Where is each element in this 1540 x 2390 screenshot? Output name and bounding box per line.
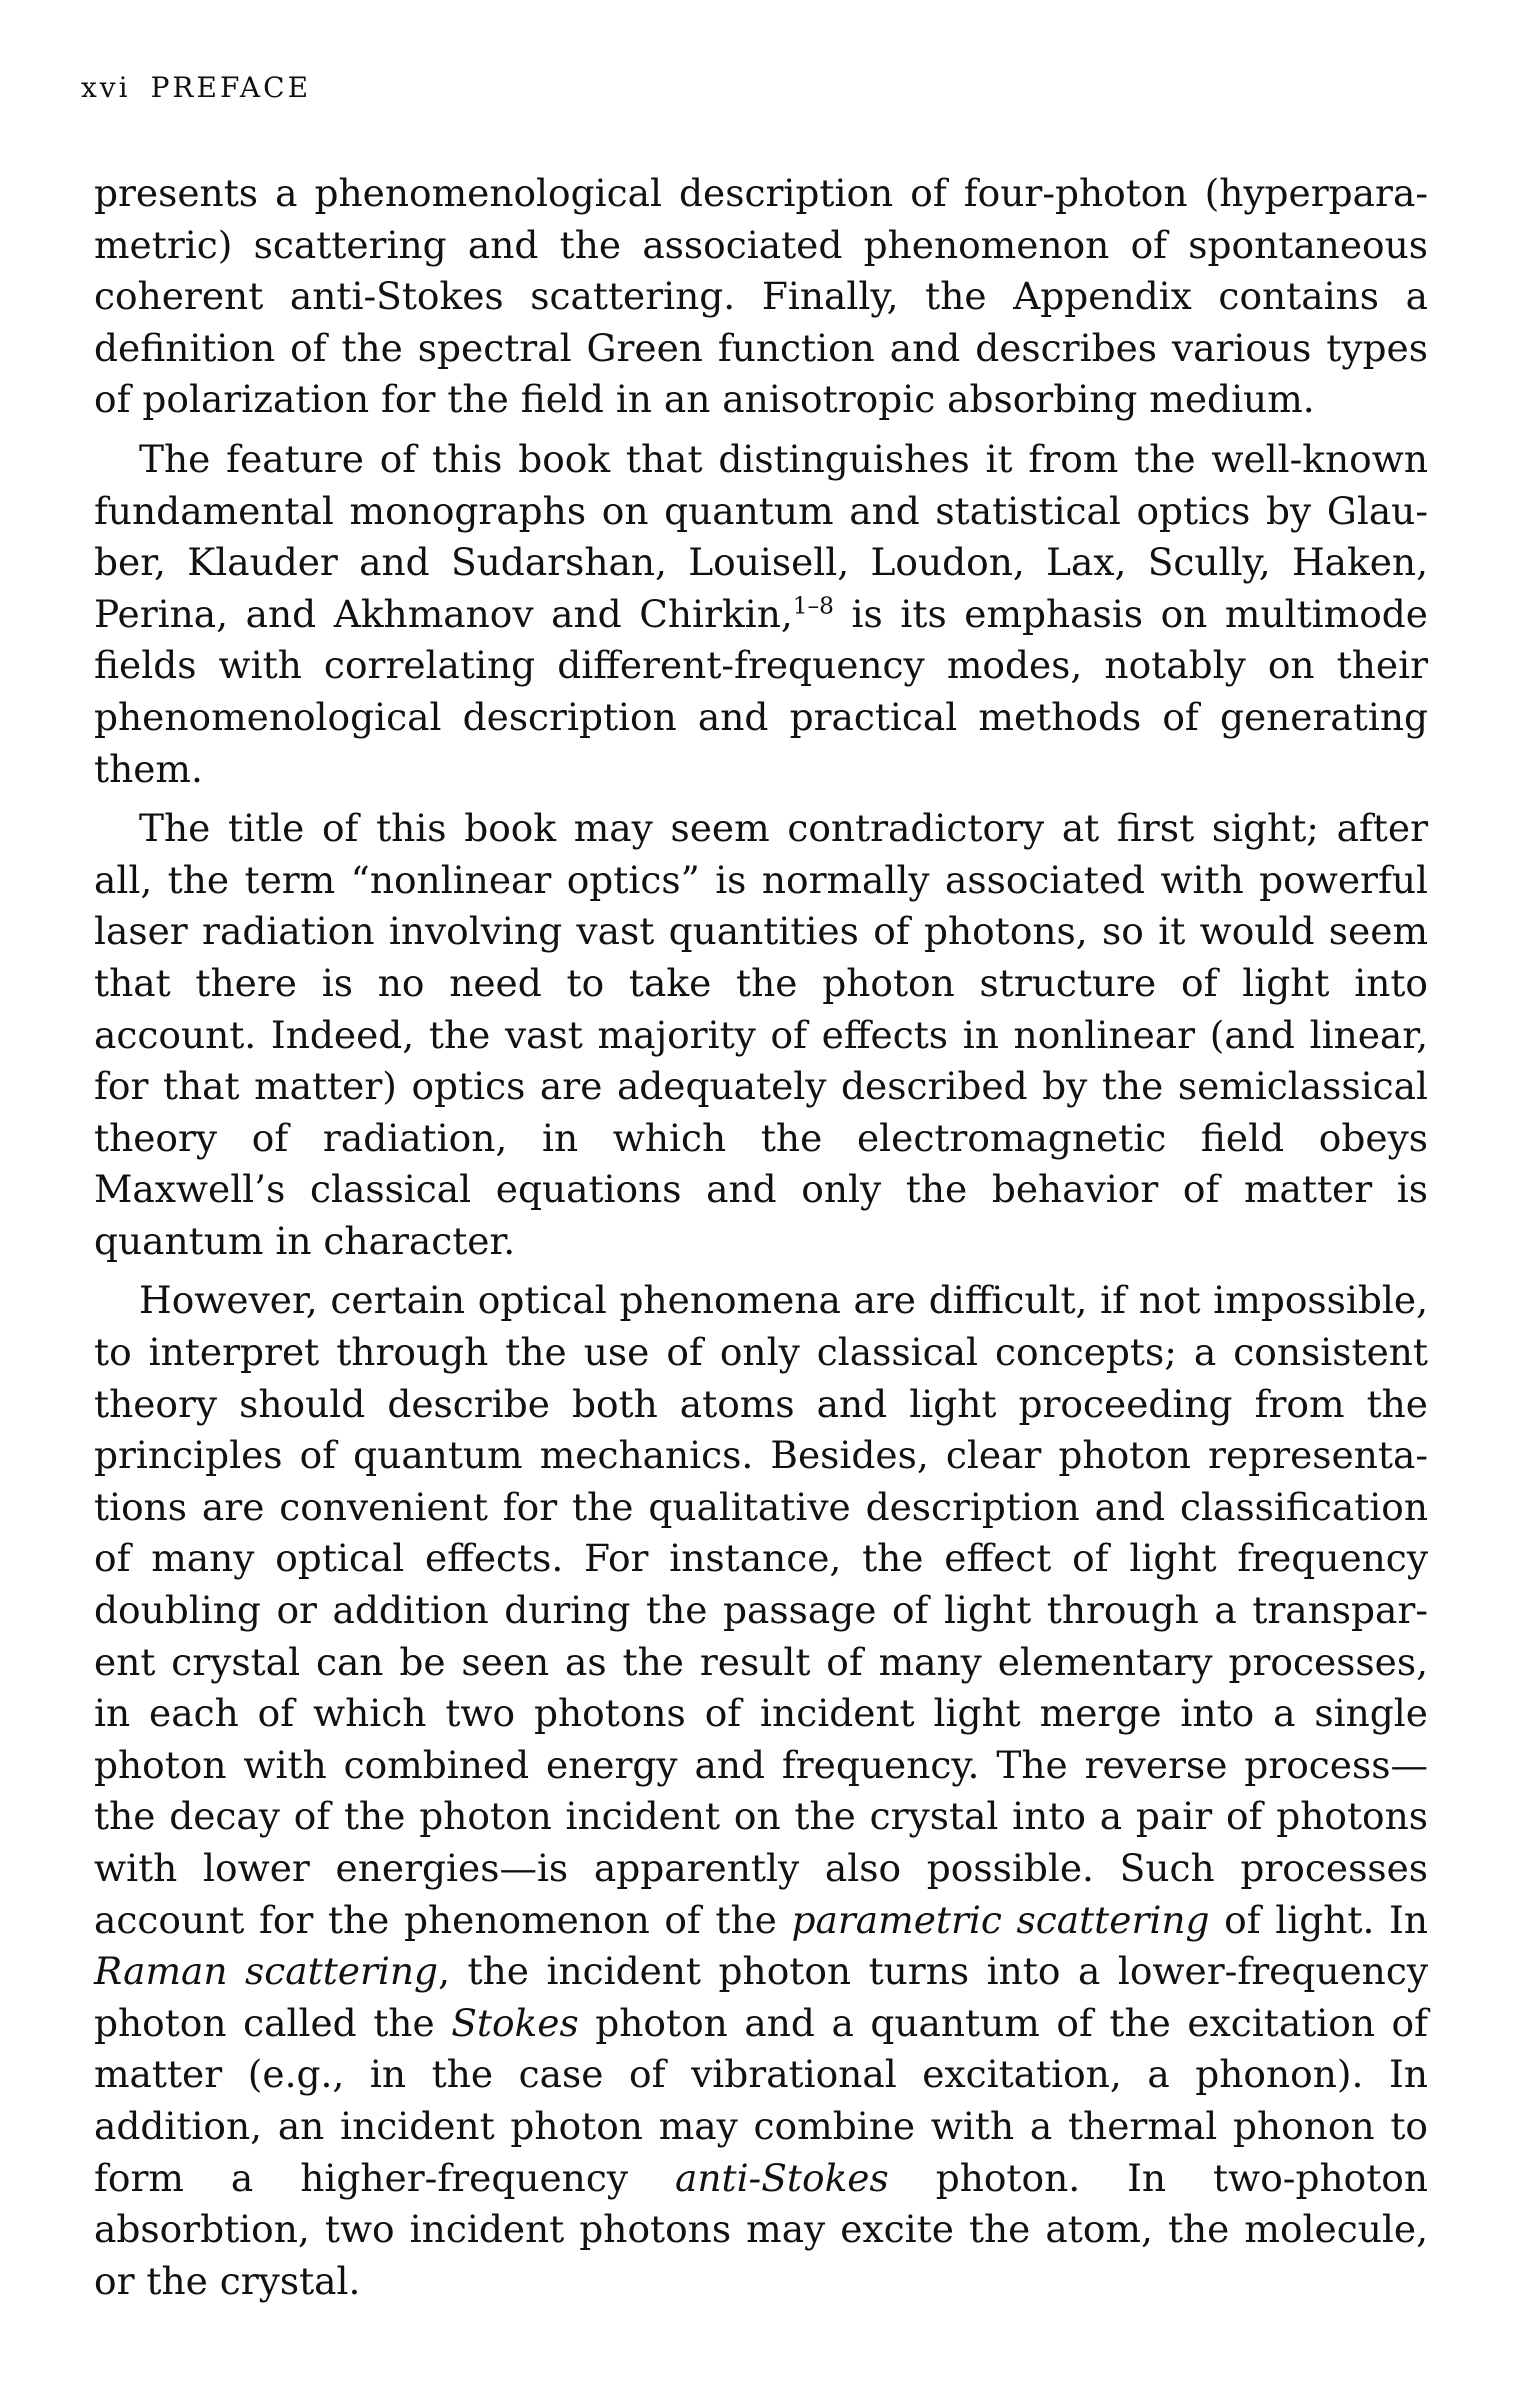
- body-text: [94, 168, 1428, 2307]
- paragraph-4-text-d: photon and a quantum of the excitation of matter (e.g., in the case of vibrational excitation, a phonon). In addition, an incident photon may combine with a thermal phonon to form a higher-frequency: [94, 2000, 1428, 2200]
- paragraph-4-text-b: of light. In: [1209, 1897, 1428, 1942]
- paragraph-3-text: The title of this book may seem contradictory at first sight; after all, the term “nonlinear optics” is normally associated with powerful laser radiation involving vast quantities of photons, so it would seem that there is no need to take the photon structure of light into account. Indeed, the vast majority of effects in nonlinear (and linear, for that matter) optics are adequately described by the semiclassical theory of radiation, in which the electromagnetic field obeys Maxwell’s classical equations and only the behavior of matter is quantum in character.: [94, 806, 1428, 1263]
- paragraph-4-text-c: , the incident photon turns into a lower-frequency photon called the: [94, 1949, 1429, 2045]
- paragraph-2-text-a: The feature of this book that distinguishes it from the well-known fundamental monographs on quantum and statistical optics by Glauber, Klauder and Sudarshan, Louisell, Loudon, Lax, Scully, Haken, Perina, and Akhmanov and Chirkin,: [94, 436, 1428, 636]
- running-title: PREFACE: [150, 71, 312, 104]
- paragraph-4-text-e: photon. In two-photon absorbtion, two incident photons may excite the atom, the molecule, or the crystal.: [94, 2155, 1428, 2303]
- paragraph-2-text-b: is its emphasis on multimode fields with correlating different-frequency modes, notably on their phenomenological description and practical methods of generating them.: [94, 591, 1428, 791]
- paragraph-4: [94, 1275, 1428, 2307]
- paragraph-3: [94, 803, 1428, 1267]
- term-anti-stokes: anti-Stokes: [674, 2155, 889, 2200]
- page-number: xvi: [81, 71, 131, 104]
- paragraph-1: [94, 168, 1428, 426]
- term-parametric-scattering: parametric scattering: [791, 1897, 1210, 1942]
- term-stokes: Stokes: [451, 2000, 579, 2045]
- paragraph-2: [94, 434, 1428, 795]
- paragraph-1-text: presents a phenomenological description of four-photon (hyperparametric) scattering and the associated phenomenon of spontaneous coherent anti-Stokes scattering. Finally, the Appendix contains a definition of the spectral Green function and describes various types of polarization for the field in an anisotropic absorbing medium.: [94, 171, 1428, 422]
- paragraph-4-text-a: However, certain optical phenomena are difficult, if not impossible, to interpret through the use of only classical concepts; a consistent theory should describe both atoms and light proceeding from the principles of quantum mechanics. Besides, clear photon representations are convenient for the qualitative description and classification of many optical effects. For instance, the effect of light frequency doubling or addition during the passage of light through a transparent crystal can be seen as the result of many elementary processes, in each of which two photons of incident light merge into a single photon with combined energy and frequency. The reverse process—the decay of the photon incident on the crystal into a pair of photons with lower energies—is apparently also possible. Such processes account for the phenomenon of the: [94, 1278, 1428, 1942]
- running-head: [81, 71, 312, 104]
- reference-superscript: 1–8: [792, 592, 834, 620]
- term-raman-scattering: Raman scattering: [94, 1949, 439, 1994]
